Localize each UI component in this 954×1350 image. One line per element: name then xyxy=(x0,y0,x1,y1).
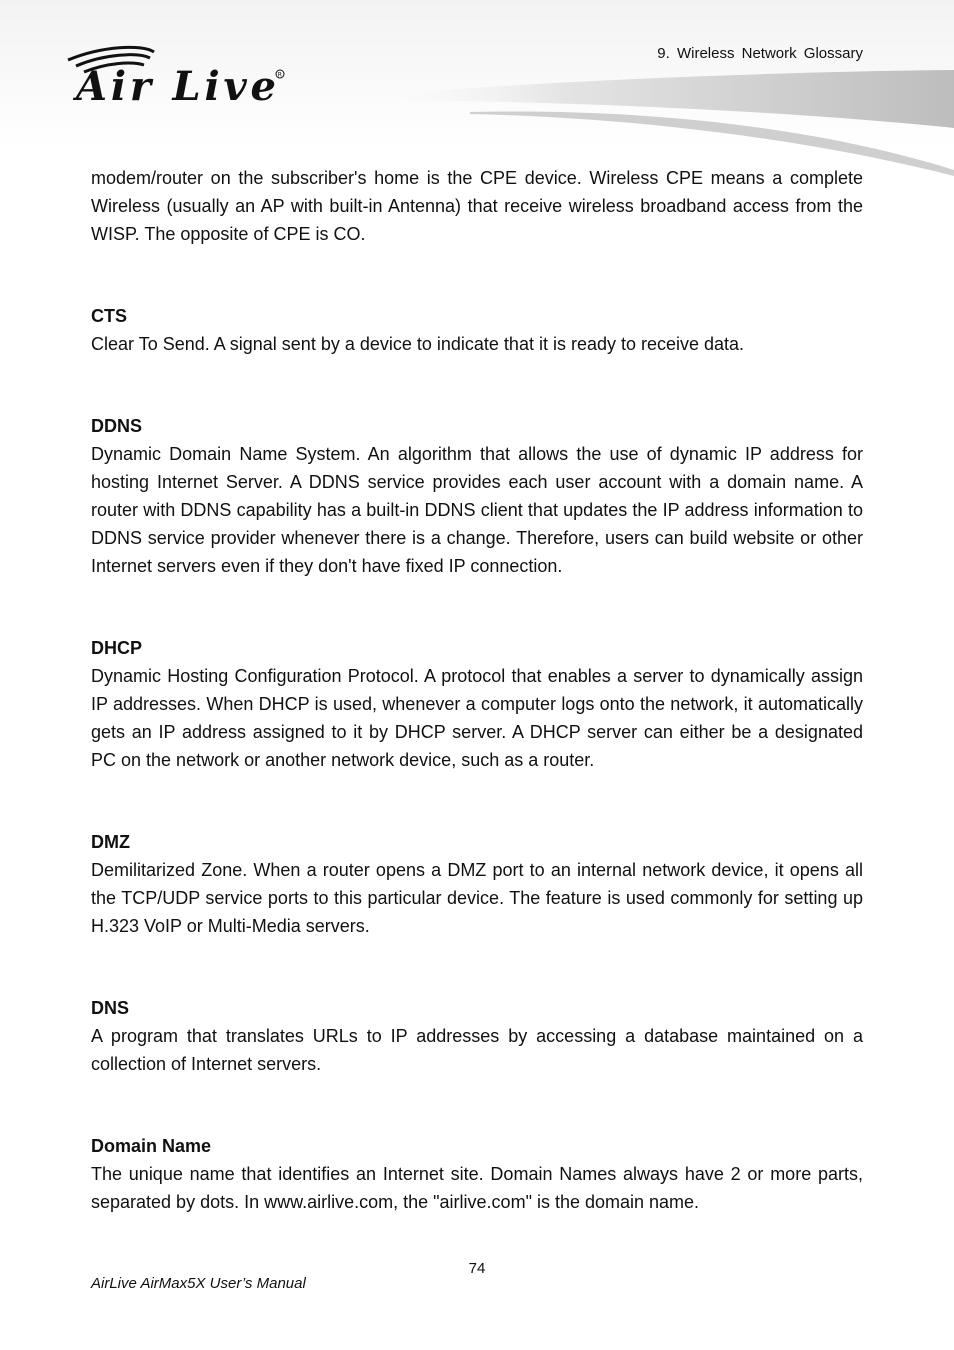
glossary-term: DHCP xyxy=(91,638,143,658)
glossary-definition: The unique name that identifies an Internet site. Domain Names always have 2 or more parts, separated by dots. In www.airlive.com, the "airlive.com" is the domain name. xyxy=(91,1164,863,1212)
glossary-entry-cts xyxy=(91,302,863,358)
glossary-content xyxy=(91,164,863,1216)
chapter-title: 9. Wireless Network Glossary xyxy=(657,45,863,62)
glossary-definition: Dynamic Domain Name System. An algorithm that allows the use of dynamic IP address for hosting Internet Server. A DDNS service provides each user account with a domain name. A router with DDNS capability has a built-in DDNS client that updates the IP address information to DDNS service provider whenever there is a change. Therefore, users can build website or other Internet servers even if they don't have fixed IP connection. xyxy=(91,444,863,576)
glossary-term: DMZ xyxy=(91,832,130,852)
airlive-logo xyxy=(62,42,292,104)
glossary-definition: Clear To Send. A signal sent by a device to indicate that it is ready to receive data. xyxy=(91,334,745,354)
glossary-entry-dmz xyxy=(91,828,863,940)
glossary-term: DNS xyxy=(91,998,130,1018)
glossary-term: Domain Name xyxy=(91,1136,212,1156)
glossary-term: CTS xyxy=(91,306,127,326)
svg-text:R: R xyxy=(277,71,282,79)
glossary-entry-dns xyxy=(91,994,863,1078)
glossary-entry-ddns xyxy=(91,412,863,580)
glossary-entry-dhcp xyxy=(91,634,863,774)
glossary-entry-domain-name xyxy=(91,1132,863,1216)
glossary-definition: Demilitarized Zone. When a router opens a DMZ port to an internal network device, it opens all the TCP/UDP service ports to this particular device. The feature is used commonly for setting up H.323 VoIP or Multi-Media servers. xyxy=(91,860,863,936)
glossary-definition: Dynamic Hosting Configuration Protocol. A protocol that enables a server to dynamically assign IP addresses. When DHCP is used, whenever a computer logs onto the network, it automatically gets an IP address assigned to it by DHCP server. A DHCP server can either be a designated PC on the network or another network device, such as a router. xyxy=(91,666,863,770)
manual-footer: AirLive AirMax5X User’s Manual xyxy=(91,1275,306,1292)
page-number: 74 xyxy=(468,1260,486,1277)
intro-paragraph: modem/router on the subscriber's home is the CPE device. Wireless CPE means a complete Wireless (usually an AP with built-in Antenna) that receive wireless broadband access from the WISP. The opposite of CPE is CO. xyxy=(91,168,863,244)
svg-text:Air Live: Air Live xyxy=(76,63,276,104)
glossary-term: DDNS xyxy=(91,416,143,436)
glossary-definition: A program that translates URLs to IP addresses by accessing a database maintained on a collection of Internet servers. xyxy=(91,1026,863,1074)
